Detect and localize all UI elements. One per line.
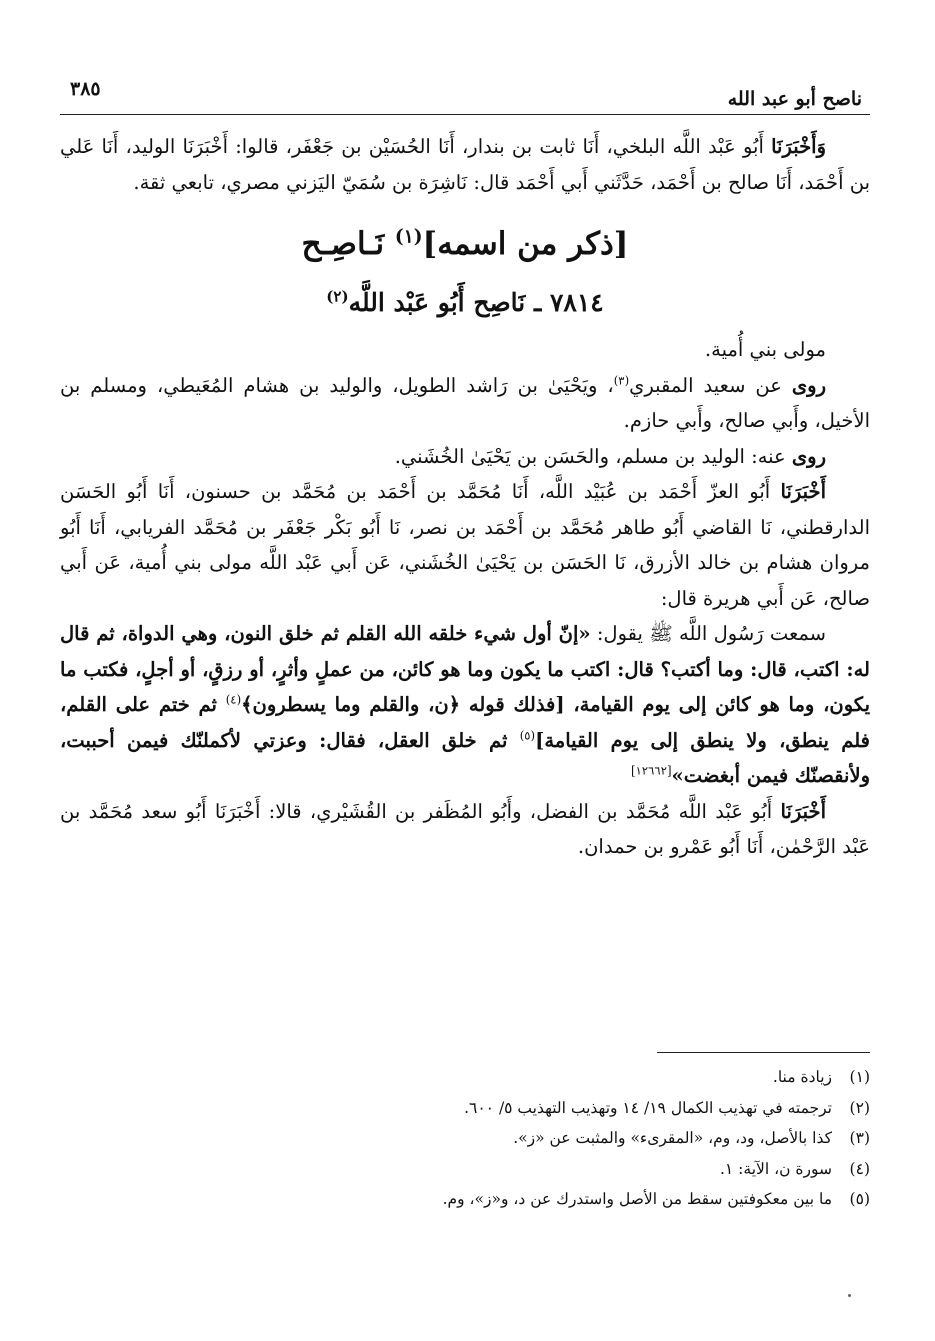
footnote-text: ترجمته في تهذيب الكمال ١٩/ ١٤ وتهذيب التهذيب ٥/ ٦٠٠. [464,1098,832,1117]
entry-heading [60,286,870,320]
hadith-note-5: (٥) [519,728,536,742]
running-head: ناصح أبو عبد الله [727,88,862,110]
isnad2-text: أَبُو عَبْد اللَّه مُحَمَّد بن الفضل، وأَبُو المُظَفر بن القُشَيْري، قالا: أَخْبَرَنَا أَبُو سعد مُحَمَّد بن عَبْد الرَّحْمٰن، أَنَا أَبُو عَمْرو بن حمدان. [60,799,870,858]
isnad-lead: أَخْبَرَنَا [780,480,826,503]
section-heading-name: نَـاصِـح [301,226,395,262]
hadith-body-3: ثم خلق العقل، فقال: وعزتي لأكملنّك فيمن أحببت، ولأنقصنّك فيمن أبغضت» [60,728,870,787]
footnote-number: (١) [849,1068,870,1086]
scan-speck [848,1294,851,1297]
hadith-intro: سمعت رَسُول اللَّه ﷺ يقول: [590,622,827,645]
rawa-text-b: ، ويَحْيَىٰ بن رَاشد الطويل، والوليد بن هشام المُعَيطي، ومسلم بن الأخيل، وأَبي صالح، وأَبي حازم. [60,373,870,432]
rawa-lead: روى [791,373,826,397]
intro-paragraph [60,129,870,200]
hadith-paragraph [60,616,870,794]
rawa-anhu-paragraph [60,439,870,475]
entry-heading-text: ٧٨١٤ ـ نَاصِح أَبُو عَبْد اللَّه [348,288,604,317]
footnote [60,1123,870,1154]
hadith-body-2: ثم ختم على القلم، فلم ينطق، ولا ينطق إلى يوم القيامة] [60,693,870,752]
intro-text: أَبُو عَبْد اللَّه البلخي، أَنَا ثابت بن بندار، أَنَا الحُسَيْن بن جَعْفَر، قالوا: أَخْبَرَنَا الوليد، أَنَا عَلي بن أَحْمَد، أَنَا صالح بن أَحْمَد، حَدَّثَني أَبي أَحْمَد قال: نَاشِرَة بن سُمَيّ اليَزني مصري، تابعي ثقة. [60,135,870,194]
section-heading [60,224,870,264]
hadith-reference: [١٢٦٦٢] [631,763,672,778]
page-body [60,129,870,865]
rawa-note: (٣) [613,373,630,387]
hadith-body-1: «إنّ أول شيء خلقه الله القلم ثم خلق النون، وهي الدواة، ثم قال له: اكتب، قال: وما أكتب؟ قال: اكتب ما يكون وما هو كائن، من عملٍ وأثرٍ، أو رزقٍ، أو أجلٍ، فكتب ما يكون، وما هو كائن إلى يوم القيامة، [فذلك قوله ﴿ن، والقلم وما يسطرون﴾ [60,622,870,716]
section-heading-note: (١) [394,226,423,248]
hadith-note-4: (٤) [225,692,242,707]
rawa-text-a: عن سعيد المقبري [629,373,792,397]
footnote-number: (٣) [849,1129,870,1147]
isnad-paragraph [60,474,870,616]
footnote [60,1154,870,1185]
page-number: ٣٨٥ [70,78,101,100]
page-header [60,70,870,115]
footnote-text: سورة ن، الآية: ١. [719,1159,832,1178]
isnad2-lead: أَخْبَرَنَا [780,799,826,823]
footnote-number: (٤) [849,1159,870,1178]
footnotes [60,1062,870,1215]
footnote-text: كذا بالأصل، ود، وم، «المقرىء» والمثبت عن «ز». [513,1129,832,1147]
book-page [60,70,870,1208]
isnad2-paragraph [60,794,870,865]
rawa-paragraph [60,368,870,439]
intro-lead: وَأَخْبَرَنَا [771,135,826,158]
footnote-number: (٥) [849,1190,870,1208]
rawa-anhu-text: عنه: الوليد بن مسلم، والحَسَن بن يَحْيَىٰ الخُشَني. [394,444,792,468]
footnote-text: زيادة منا. [772,1068,832,1086]
rawa-anhu-lead: روى [791,444,826,468]
isnad-text: أَبُو العزّ أَحْمَد بن عُبَيْد اللَّه، أَنَا مُحَمَّد بن أَحْمَد بن مُحَمَّد بن حسنون، أَنَا أَبُو الحَسَن الدارقطني، نَا القاضي أَبُو طاهر مُحَمَّد بن أَحْمَد بن نصر، نَا أَبُو بَكْر جَعْفَر بن مُحَمَّد الفريابي، أَنَا أَبُو مروان هشام بن خالد الأزرق، نَا الحَسَن بن يَحْيَىٰ الخُشَني، عَن أَبي عَبْد اللَّه مولى بني أُمية، عَن أَبي صالح، عَن أَبي هريرة قال: [60,480,870,610]
section-heading-text: [ذكر من اسمه] [422,226,629,262]
entry-heading-note: (٢) [326,287,349,306]
footnote-rule [657,1052,870,1053]
footnote [60,1093,870,1124]
footnote [60,1184,870,1215]
footnote-text: ما بين معكوفتين سقط من الأصل واستدرك عن د، و«ز»، وم. [442,1190,832,1208]
footnote-number: (٢) [849,1098,870,1117]
mawla-paragraph: مولى بني أُمية. [704,338,826,361]
footnote [60,1062,870,1093]
